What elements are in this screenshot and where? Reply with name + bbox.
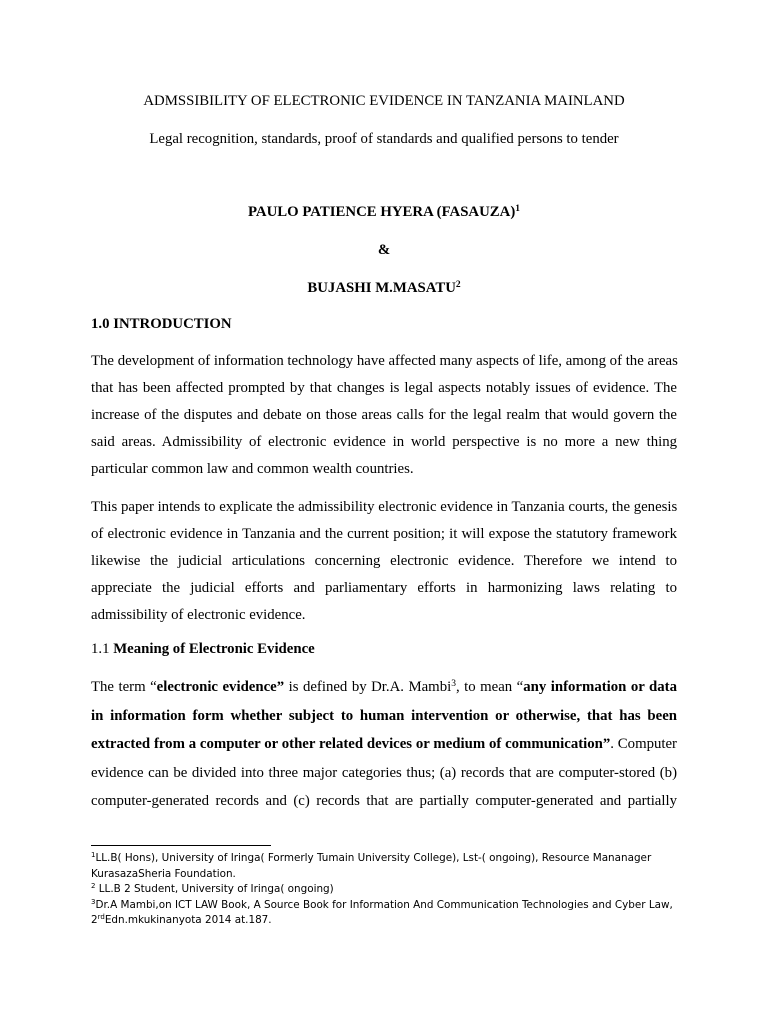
paragraph-line: admissibility of electronic evidence. — [91, 607, 306, 623]
section-number: 1.1 — [91, 641, 110, 657]
text-run: is defined by Dr.A. Mambi — [284, 679, 452, 695]
text-run: The term “ — [91, 679, 157, 695]
paper-subtitle: Legal recognition, standards, proof of standards and qualified persons to tender — [149, 131, 619, 147]
footnote-text: LL.B 2 Student, University of Iringa( ongoing) — [95, 883, 334, 895]
footnote-separator — [91, 845, 271, 846]
footnote-text: 2 — [91, 914, 98, 926]
definition-quote: any information or data — [523, 679, 678, 695]
paragraph-line: The development of information technology have affected many aspects of life, among of the areas — [91, 353, 678, 369]
footnote-3-continued — [91, 913, 691, 929]
author-separator: & — [377, 242, 391, 258]
author-2-name: BUJASHI M.MASATU — [307, 280, 456, 296]
author-1-name: PAULO PATIENCE HYERA (FASAUZA) — [247, 204, 516, 220]
intro-paragraph-2 — [91, 494, 677, 629]
paragraph-line: of electronic evidence in Tanzania and the current position; it will expose the statutory framework — [91, 526, 677, 542]
author-2-footnote-marker: 2 — [455, 280, 461, 290]
footnote-2 — [91, 882, 691, 898]
paragraph-line: in information form whether subject to human intervention or otherwise, that has been — [91, 707, 677, 724]
meaning-paragraph — [91, 673, 677, 816]
author-2 — [0, 280, 768, 297]
paragraph-line: increase of the disputes and debate on those areas calls for the legal realm that would govern the — [91, 407, 677, 423]
text-run: . Computer — [610, 736, 677, 752]
paragraph-line: evidence can be divided into three major categories thus; (a) records that are computer-stored (b) — [91, 764, 677, 781]
footnote-1-continued: KurasazaSheria Foundation. — [91, 867, 236, 880]
footnote-text: LL.B( Hons), University of Iringa( Formerly Tumain University College), Lst-( ongoing), Resource Mananager — [95, 852, 652, 864]
paragraph-line: particular common law and common wealth countries. — [91, 461, 414, 477]
paper-title: ADMSSIBILITY OF ELECTRONIC EVIDENCE IN TANZANIA MAINLAND — [143, 93, 625, 109]
paragraph-line — [91, 730, 677, 759]
footnote-marker: 2 — [91, 882, 96, 890]
author-1 — [0, 204, 768, 221]
footnotes — [91, 851, 691, 929]
author-1-footnote-marker: 1 — [515, 204, 521, 214]
paragraph-line — [91, 673, 677, 702]
definition-quote: extracted from a computer or other related devices or medium of communication” — [91, 736, 611, 752]
paragraph-line: This paper intends to explicate the admissibility electronic evidence in Tanzania courts, the genesis — [91, 499, 678, 515]
footnote-3 — [91, 898, 691, 914]
footnote-1 — [91, 851, 691, 867]
intro-paragraph-1 — [91, 348, 677, 483]
section-heading-meaning — [91, 641, 315, 658]
paragraph-line: said areas. Admissibility of electronic evidence in world perspective is no more a new thing — [91, 434, 677, 450]
section-title: Meaning of Electronic Evidence — [113, 641, 315, 657]
text-run: , to mean “ — [455, 679, 524, 695]
paragraph-line: that has been affected prompted by that changes is legal aspects notably issues of evidence. The — [91, 380, 677, 396]
ordinal-suffix: rd — [97, 913, 105, 921]
footnote-marker: 3 — [451, 679, 456, 689]
footnote-text: Dr.A Mambi,on ICT LAW Book, A Source Book for Information And Communication Technologies and Cyber Law, — [95, 898, 673, 911]
paragraph-line: likewise the judicial articulations concerning electronic evidence. Therefore we intend to — [91, 553, 677, 569]
footnote-text: Edn.mkukinanyota 2014 at.187. — [104, 914, 272, 926]
paragraph-line: computer-generated records and (c) records that are partially computer-generated and partially — [91, 793, 677, 809]
section-heading-introduction: 1.0 INTRODUCTION — [91, 316, 232, 332]
footnote-marker: 3 — [91, 897, 96, 906]
footnote-marker: 1 — [91, 851, 96, 859]
paragraph-line: appreciate the judicial efforts and parliamentary efforts in harmonizing laws relating to — [91, 580, 677, 596]
defined-term: electronic evidence” — [156, 679, 285, 695]
